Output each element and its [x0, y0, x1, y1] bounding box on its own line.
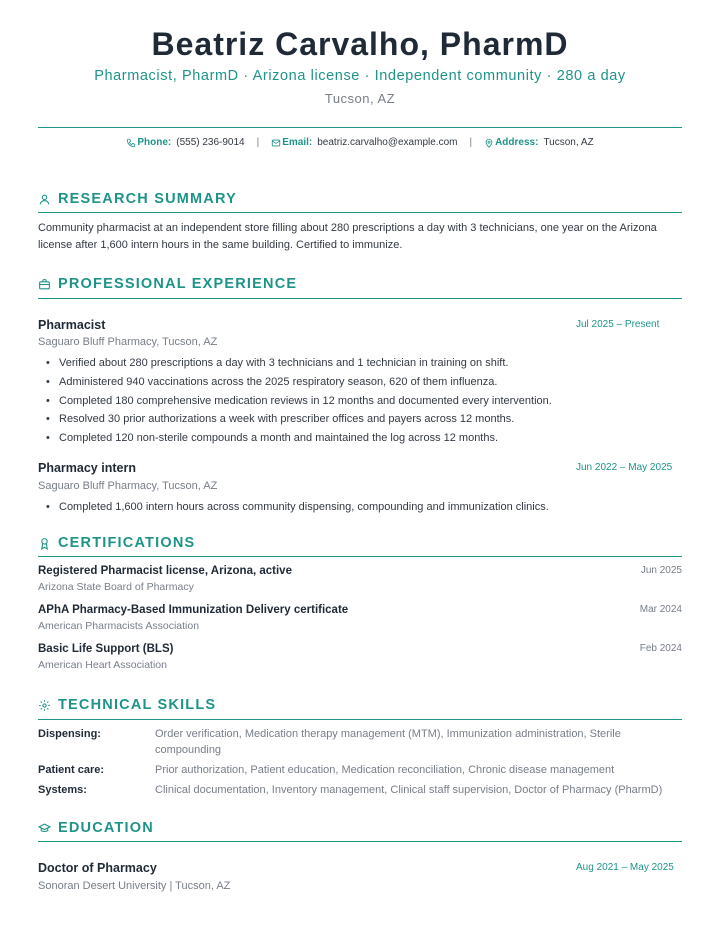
section-divider — [38, 212, 682, 213]
section-divider — [38, 298, 682, 299]
contact-email — [271, 137, 457, 148]
section-title-education — [38, 820, 682, 836]
job-organization: Saguaro Bluff Pharmacy, Tucson, AZ — [38, 480, 218, 492]
certification-issuer: American Pharmacists Association — [38, 620, 200, 632]
contact-separator: | — [469, 137, 473, 148]
header-divider — [38, 127, 682, 128]
email-value[interactable]: beatriz.carvalho@example.com — [317, 137, 458, 148]
skill-row — [38, 782, 682, 798]
job-dates: Jun 2022 – May 2025 — [576, 462, 673, 473]
address-value: Tucson, AZ — [543, 137, 594, 148]
section-title-text: EDUCATION — [58, 820, 154, 836]
candidate-location: Tucson, AZ — [324, 91, 396, 106]
certification-date: Jun 2025 — [640, 565, 682, 576]
mail-icon — [271, 138, 281, 148]
address-label: Address: — [495, 137, 539, 148]
section-title-text: CERTIFICATIONS — [58, 535, 196, 551]
certification-name: Basic Life Support (BLS) — [38, 643, 174, 655]
graduation-cap-icon — [38, 822, 51, 835]
candidate-name: Beatriz Carvalho, PharmD — [151, 26, 569, 62]
section-title-text: RESEARCH SUMMARY — [58, 191, 237, 207]
job-dates: Jul 2025 – Present — [576, 319, 660, 330]
skill-category: Patient care: — [38, 764, 105, 776]
list-item: • Administered 940 vaccinations across the 2025 respiratory season, 620 of them influenza. — [38, 375, 682, 394]
user-icon — [38, 193, 51, 206]
candidate-tagline: Pharmacist, PharmD · Arizona license · Independent community · 280 a day — [94, 68, 626, 84]
section-title-experience — [38, 276, 682, 292]
list-item: • Completed 1,600 intern hours across community dispensing, compounding and immunization clinics. — [38, 500, 682, 519]
skill-list: Prior authorization, Patient education, Medication reconciliation, Chronic disease management — [155, 764, 615, 776]
skill-row — [38, 726, 682, 758]
skill-row — [38, 762, 682, 778]
list-item: • Completed 120 non-sterile compounds a month and maintained the log across 12 months. — [38, 431, 682, 450]
skill-category: Dispensing: — [38, 728, 101, 740]
certification-issuer: American Heart Association — [38, 659, 167, 671]
list-item: • Completed 180 comprehensive medication reviews in 12 months and documented every intervention. — [38, 394, 682, 413]
phone-icon — [126, 138, 136, 148]
section-title-text: TECHNICAL SKILLS — [58, 697, 217, 713]
job-bullets — [38, 500, 682, 519]
award-icon — [38, 537, 51, 550]
contact-phone — [126, 137, 244, 148]
job-bullets — [38, 356, 682, 450]
section-divider — [38, 556, 682, 557]
contact-address — [484, 137, 594, 148]
gear-icon — [38, 699, 51, 712]
education-dates: Aug 2021 – May 2025 — [576, 862, 674, 873]
job-title: Pharmacy intern — [38, 461, 136, 475]
section-title-skills — [38, 697, 682, 713]
certification-name: APhA Pharmacy-Based Immunization Delivery certificate — [38, 604, 349, 616]
list-item: • Verified about 280 prescriptions a day with 3 technicians and 1 technician in training on shift. — [38, 356, 682, 375]
job-title: Pharmacist — [38, 318, 106, 332]
certification-date: Feb 2024 — [639, 643, 682, 654]
email-label: Email: — [282, 137, 313, 148]
section-divider — [38, 719, 682, 720]
certification-name: Registered Pharmacist license, Arizona, active — [38, 565, 292, 577]
certification-date: Mar 2024 — [639, 604, 682, 615]
skill-list: Order verification, Medication therapy management (MTM), Immunization administration, Sterile compounding — [155, 728, 621, 756]
briefcase-icon — [38, 278, 51, 291]
degree-title: Doctor of Pharmacy — [38, 861, 157, 875]
section-divider — [38, 841, 682, 842]
job-organization: Saguaro Bluff Pharmacy, Tucson, AZ — [38, 336, 218, 348]
skill-list: Clinical documentation, Inventory management, Clinical staff supervision, Doctor of Pharmacy (PharmD) — [155, 784, 663, 796]
skill-category: Systems: — [38, 784, 87, 796]
contact-bar — [38, 137, 682, 148]
phone-value: (555) 236-9014 — [176, 137, 245, 148]
map-pin-icon — [484, 138, 494, 148]
school-name: Sonoran Desert University | Tucson, AZ — [38, 880, 231, 892]
contact-separator: | — [256, 137, 260, 148]
list-item: • Resolved 30 prior authorizations a week with prescriber offices and payers across 12 months. — [38, 412, 682, 431]
section-title-text: PROFESSIONAL EXPERIENCE — [58, 276, 298, 292]
section-title-certifications — [38, 535, 682, 551]
section-title-summary — [38, 191, 682, 207]
phone-label: Phone: — [137, 137, 172, 148]
summary-text: Community pharmacist at an independent store filling about 280 prescriptions a day with 3 technicians, one year on the Arizona license after 1,600 intern hours in the same building. Certified to immunize. — [38, 222, 657, 251]
certification-issuer: Arizona State Board of Pharmacy — [38, 581, 194, 593]
